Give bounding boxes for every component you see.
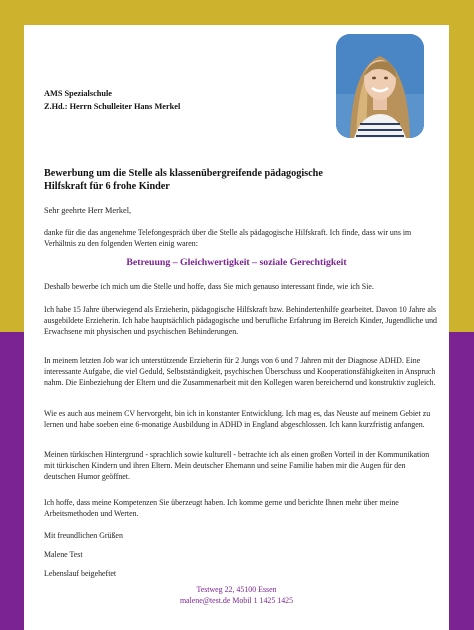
portrait-image [336, 34, 424, 138]
letter-page [24, 25, 449, 630]
subject-heading [44, 167, 414, 193]
profile-photo [336, 34, 424, 138]
recipient-block [44, 88, 180, 113]
paragraph: Ich hoffe, dass meine Kompetenzen Sie überzeugt haben. Ich komme gerne und berichte Ihnen mehr über meine Arbeitsmethoden und Werten. [44, 498, 399, 519]
footer-email-phone: malene@test.de Mobil 1 1425 1425 [179, 596, 294, 605]
paragraph: Ich habe 15 Jahre überwiegend als Erzieherin, pädagogische Hilfskraft bzw. Behindertenhilfe gearbeitet. Davon 10 Jahre als ausgebildete Erzieherin. Ich habe hauptsächlich pädagogische und berufliche Erfahrung im Bereich Kinder, Jugendliche und Erwachsene mit physischen und psychischen Behinderungen. [44, 305, 437, 337]
signature-name: Malene Test [44, 550, 83, 559]
footer-contact [24, 584, 449, 606]
recipient-person: Z.Hd.: Herrn Schulleiter Hans Merkel [44, 101, 181, 111]
values-line: Betreuung – Gleichwertigkeit – soziale Gerechtigkeit [126, 257, 347, 268]
intro-paragraph: dankе für die das angenehme Telefongespräch über die Stelle als pädagogische Hilfskraft. Ich finde, dass wir uns im Verhältnis zu den folgenden Werten einig waren: [44, 228, 412, 249]
attachment-note: Lebenslauf beigeheftet [44, 569, 117, 578]
paragraph: Deshalb bewerbe ich mich um die Stelle und hoffe, dass Sie mich genauso interessant finde, wie ich Sie. [44, 282, 374, 291]
paragraph: In meinem letzten Job war ich unterstützende Erzieherin für 2 Jungs von 6 und 7 Jahren mit der Diagnose ADHD. Eine interessante Aufgabe, die viel Geduld, Selbstständigkeit, psychischen Überschuss und Kooperationsfähigkeiten in Anspruch nahm. Die Einbeziehung der Eltern und die Zusammenarbeit mit den Kollegen waren bereichernd und konstruktiv zugleich. [44, 356, 436, 388]
subject-line-1: Bewerbung um die Stelle als klassenübergreifende pädagogische [44, 168, 323, 179]
greeting: Sehr geehrte Herr Merkel, [44, 206, 132, 215]
footer-address: Testweg 22, 45100 Essen [196, 585, 277, 594]
subject-line-2: Hilfskraft für 6 frohe Kinder [44, 181, 170, 192]
paragraph: Wie es auch aus meinem CV hervorgeht, bin ich in konstanter Entwicklung. Ich mag es, das Neuste auf meinem Gebiet zu lernen und habe soeben eine 6-monatige Ausbildung in ADHD in England abgeschlossen. Ich kann kurzfristig anfangen. [44, 409, 431, 430]
paragraph: Meinen türkischen Hintergrund - sprachlich sowie kulturell - betrachte ich als einen großen Vorteil in der Kommunikation mit türkischen Kindern und ihren Eltern. Mein deutscher Ehemann und seine Familie haben mir die Augen für den deutschen Humor geöffnet. [44, 450, 430, 482]
closing: Mit freundlichen Grüßen [44, 531, 123, 540]
recipient-school: AMS Spezialschule [44, 89, 112, 98]
